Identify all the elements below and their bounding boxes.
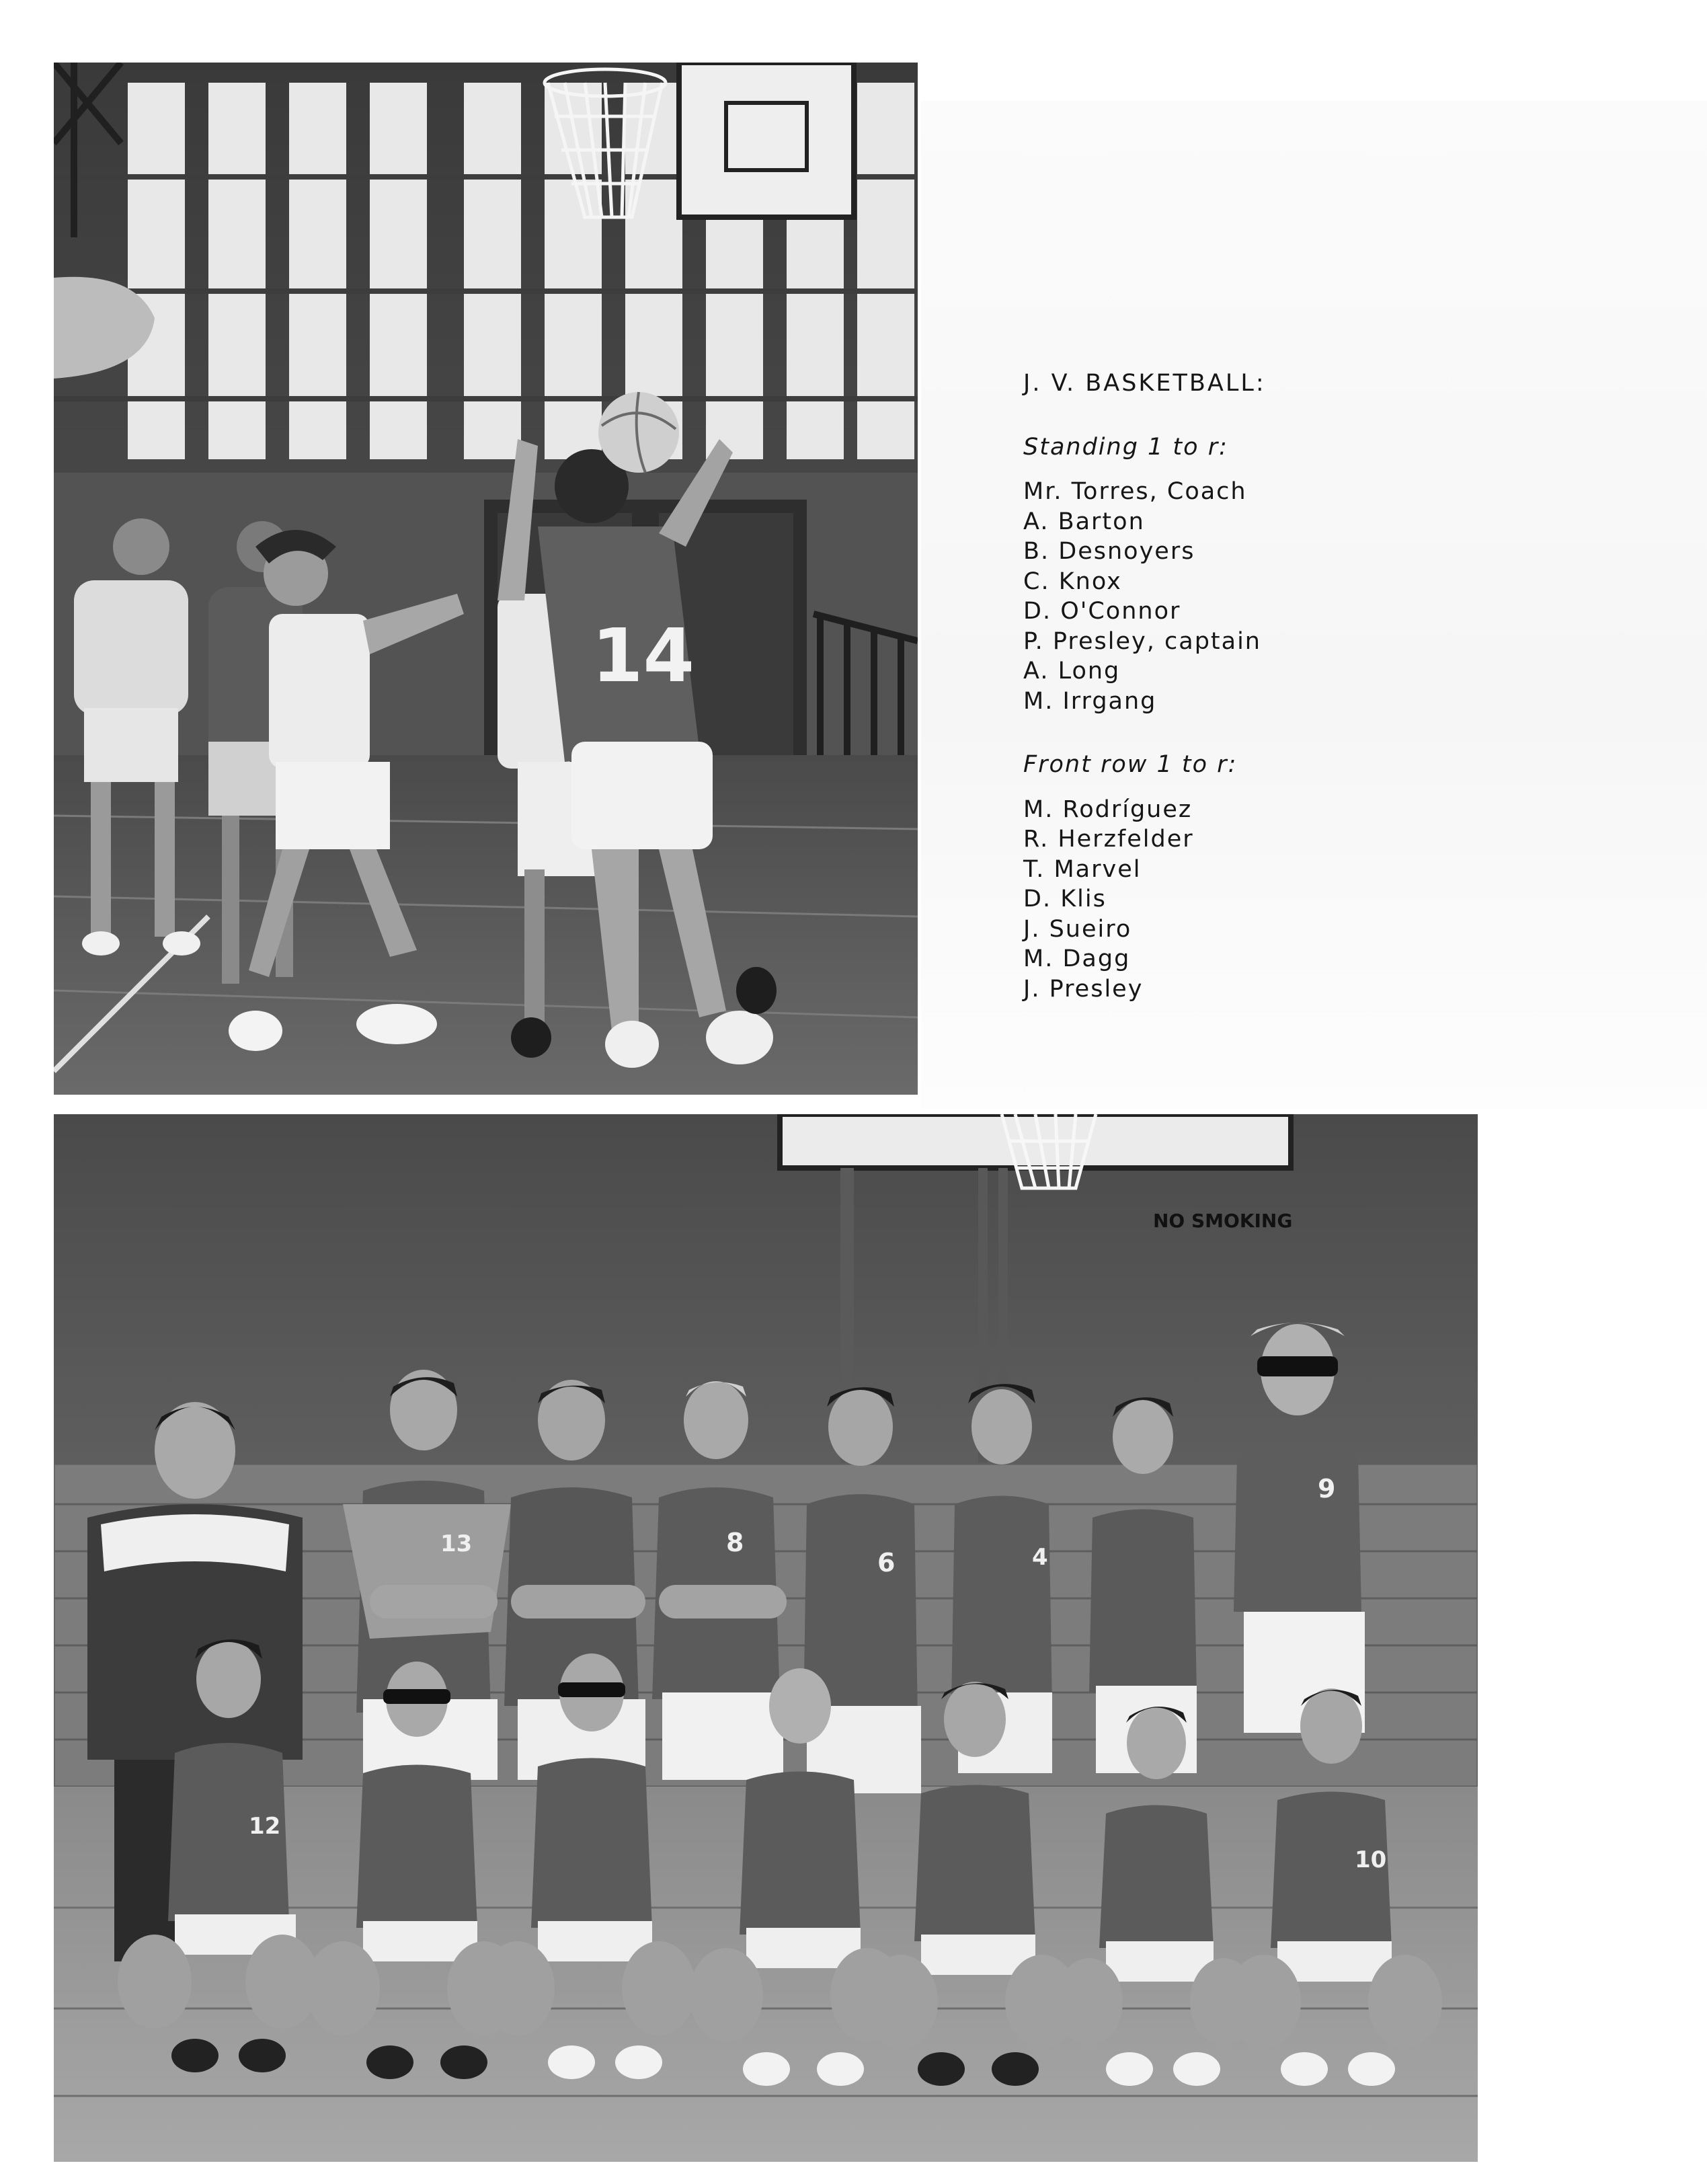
jersey-number-9: 9 (1318, 1474, 1336, 1504)
jersey-number-4: 4 (1032, 1544, 1048, 1571)
standing-name: D. O'Connor (1023, 598, 1181, 625)
standing-name: P. Presley, captain (1023, 627, 1261, 655)
standing-heading: Standing 1 to r: (1023, 433, 1228, 461)
team-photo (54, 1114, 1478, 2162)
action-photo-illustration (54, 63, 918, 1095)
standing-name: M. Irrgang (1023, 687, 1157, 715)
standing-list (1023, 477, 1534, 716)
team-caption (1023, 368, 1534, 1004)
front-row-name: M. Rodríguez (1023, 795, 1193, 823)
jersey-number-13: 13 (440, 1530, 473, 1557)
standing-name: B. Desnoyers (1023, 538, 1195, 565)
team-photo-illustration (54, 1114, 1478, 2162)
front-row-list (1023, 795, 1534, 1005)
standing-name: A. Long (1023, 658, 1121, 685)
action-photo (54, 63, 918, 1095)
caption-title: J. V. BASKETBALL: (1023, 370, 1266, 397)
no-smoking-sign: NO SMOKING (1153, 1210, 1293, 1232)
jersey-number-14: 14 (592, 613, 695, 699)
front-row-name: T. Marvel (1023, 855, 1142, 883)
front-row-name: D. Klis (1023, 886, 1107, 912)
front-row-name: M. Dagg (1023, 945, 1131, 972)
front-row-name: R. Herzfelder (1023, 826, 1194, 853)
front-row-heading: Front row 1 to r: (1023, 751, 1238, 778)
jersey-number-12: 12 (249, 1813, 281, 1840)
standing-name: C. Knox (1023, 568, 1122, 595)
jersey-number-8: 8 (726, 1528, 744, 1557)
front-row-name: J. Sueiro (1023, 915, 1132, 943)
standing-name: A. Barton (1023, 508, 1145, 535)
jersey-number-10: 10 (1355, 1846, 1387, 1873)
front-row-name: J. Presley (1023, 975, 1144, 1003)
jersey-number-6: 6 (877, 1548, 896, 1577)
standing-name: Mr. Torres, Coach (1023, 478, 1247, 505)
